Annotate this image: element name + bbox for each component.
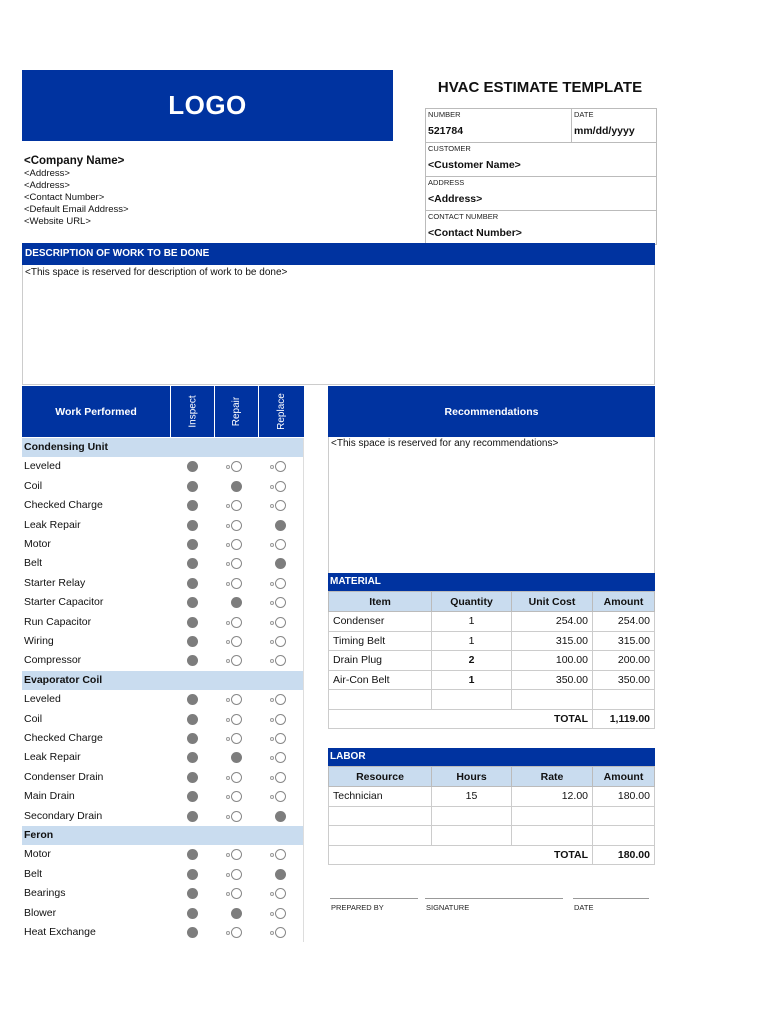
work-item-row bbox=[22, 923, 304, 942]
inspect-radio-filled-icon[interactable] bbox=[187, 481, 198, 492]
labor-col-amount: Amount bbox=[593, 767, 655, 787]
work-item-label: Starter Relay bbox=[24, 576, 86, 589]
labor-cell[interactable] bbox=[329, 826, 432, 846]
repair-radio-empty-icon[interactable] bbox=[231, 888, 242, 899]
inspect-radio-filled-icon[interactable] bbox=[187, 636, 198, 647]
inspect-radio-filled-icon[interactable] bbox=[187, 714, 198, 725]
work-item-label: Motor bbox=[24, 848, 51, 861]
labor-cell[interactable] bbox=[329, 806, 432, 826]
inspect-radio-filled-icon[interactable] bbox=[187, 520, 198, 531]
inspect-radio-filled-icon[interactable] bbox=[187, 772, 198, 783]
work-item-label: Belt bbox=[24, 557, 43, 570]
recommendations-body[interactable]: <This space is reserved for any recommendations> bbox=[328, 437, 655, 574]
labor-cell[interactable]: Technician bbox=[329, 787, 432, 807]
material-total-label: TOTAL bbox=[512, 709, 593, 729]
material-table bbox=[328, 591, 655, 729]
labor-table-row bbox=[329, 826, 655, 846]
work-item-row bbox=[22, 768, 304, 787]
material-cell[interactable]: 1 bbox=[432, 612, 512, 632]
material-cell[interactable]: 254.00 bbox=[593, 612, 655, 632]
replace-radio-empty-icon[interactable] bbox=[275, 500, 286, 511]
material-cell[interactable] bbox=[593, 690, 655, 710]
repair-radio-empty-icon[interactable] bbox=[231, 655, 242, 666]
labor-total-label: TOTAL bbox=[512, 845, 593, 865]
material-table-row bbox=[329, 631, 655, 651]
replace-radio-filled-icon[interactable] bbox=[275, 811, 286, 822]
work-item-row bbox=[22, 904, 304, 923]
work-item-label: Starter Capacitor bbox=[24, 596, 104, 609]
company-name: <Company Name> bbox=[24, 155, 125, 167]
material-heading: MATERIAL bbox=[328, 573, 655, 591]
company-line: <Contact Number> bbox=[24, 192, 105, 203]
work-item-row bbox=[22, 457, 304, 476]
labor-total-row bbox=[329, 845, 655, 865]
inspect-radio-filled-icon[interactable] bbox=[187, 694, 198, 705]
material-total-spacer bbox=[329, 709, 512, 729]
description-heading: DESCRIPTION OF WORK TO BE DONE bbox=[22, 243, 655, 265]
prepared-by-label: PREPARED BY bbox=[331, 903, 384, 912]
company-info bbox=[24, 154, 129, 228]
material-cell[interactable]: 254.00 bbox=[512, 612, 593, 632]
company-line: <Default Email Address> bbox=[24, 204, 129, 215]
labor-cell[interactable]: 12.00 bbox=[512, 787, 593, 807]
work-item-label: Main Drain bbox=[24, 790, 75, 803]
repair-column-header: Repair bbox=[231, 396, 243, 427]
signature-label: SIGNATURE bbox=[426, 903, 470, 912]
work-item-label: Coil bbox=[24, 712, 43, 725]
replace-radio-empty-icon[interactable] bbox=[275, 752, 286, 763]
replace-radio-empty-icon[interactable] bbox=[275, 617, 286, 628]
repair-radio-empty-icon[interactable] bbox=[231, 461, 242, 472]
work-item-row bbox=[22, 807, 304, 826]
work-item-row bbox=[22, 690, 304, 709]
number-label: NUMBER bbox=[428, 110, 461, 119]
replace-radio-empty-icon[interactable] bbox=[275, 772, 286, 783]
work-section-label: Evaporator Coil bbox=[24, 673, 103, 686]
replace-radio-empty-icon[interactable] bbox=[275, 888, 286, 899]
material-table-row bbox=[329, 612, 655, 632]
replace-radio-filled-icon[interactable] bbox=[275, 558, 286, 569]
inspect-radio-filled-icon[interactable] bbox=[187, 617, 198, 628]
signature-date-line[interactable] bbox=[573, 898, 649, 899]
work-item-row bbox=[22, 477, 304, 496]
repair-radio-filled-icon[interactable] bbox=[231, 597, 242, 608]
repair-radio-empty-icon[interactable] bbox=[231, 558, 242, 569]
inspect-radio-filled-icon[interactable] bbox=[187, 578, 198, 589]
repair-radio-filled-icon[interactable] bbox=[231, 908, 242, 919]
inspect-radio-filled-icon[interactable] bbox=[187, 888, 198, 899]
replace-radio-empty-icon[interactable] bbox=[275, 539, 286, 550]
material-total-row bbox=[329, 709, 655, 729]
inspect-radio-filled-icon[interactable] bbox=[187, 927, 198, 938]
replace-column-header: Replace bbox=[275, 393, 287, 430]
labor-cell[interactable] bbox=[593, 806, 655, 826]
inspect-radio-filled-icon[interactable] bbox=[187, 558, 198, 569]
company-line: <Address> bbox=[24, 180, 70, 191]
work-item-label: Bearings bbox=[24, 887, 66, 900]
repair-radio-empty-icon[interactable] bbox=[231, 733, 242, 744]
work-item-row bbox=[22, 613, 304, 632]
replace-radio-empty-icon[interactable] bbox=[275, 694, 286, 705]
inspect-radio-filled-icon[interactable] bbox=[187, 791, 198, 802]
work-item-label: Compressor bbox=[24, 654, 82, 667]
material-table-row bbox=[329, 690, 655, 710]
material-cell[interactable]: 350.00 bbox=[593, 670, 655, 690]
repair-radio-empty-icon[interactable] bbox=[231, 772, 242, 783]
inspect-radio-filled-icon[interactable] bbox=[187, 811, 198, 822]
repair-radio-empty-icon[interactable] bbox=[231, 714, 242, 725]
repair-radio-empty-icon[interactable] bbox=[231, 927, 242, 938]
inspect-radio-filled-icon[interactable] bbox=[187, 597, 198, 608]
work-item-label: Blower bbox=[24, 906, 57, 919]
work-item-row bbox=[22, 884, 304, 903]
work-item-label: Leveled bbox=[24, 693, 61, 706]
replace-radio-empty-icon[interactable] bbox=[275, 849, 286, 860]
material-cell[interactable]: 100.00 bbox=[512, 651, 593, 671]
work-item-label: Secondary Drain bbox=[24, 809, 103, 822]
company-line: <Address> bbox=[24, 168, 70, 179]
material-cell[interactable]: Condenser bbox=[329, 612, 432, 632]
work-item-row bbox=[22, 632, 304, 651]
date-label: DATE bbox=[574, 110, 594, 119]
material-cell[interactable]: 1 bbox=[432, 631, 512, 651]
replace-radio-filled-icon[interactable] bbox=[275, 869, 286, 880]
work-item-label: Coil bbox=[24, 479, 43, 492]
labor-cell[interactable] bbox=[432, 806, 512, 826]
work-item-row bbox=[22, 554, 304, 573]
work-performed-header bbox=[22, 386, 304, 437]
work-item-row bbox=[22, 574, 304, 593]
replace-radio-empty-icon[interactable] bbox=[275, 461, 286, 472]
replace-radio-empty-icon[interactable] bbox=[275, 597, 286, 608]
work-item-row bbox=[22, 865, 304, 884]
work-item-row bbox=[22, 535, 304, 554]
material-cell[interactable]: 315.00 bbox=[593, 631, 655, 651]
labor-heading: LABOR bbox=[328, 748, 655, 766]
material-total-value: 1,119.00 bbox=[593, 709, 655, 729]
labor-col-rate: Rate bbox=[512, 767, 593, 787]
inspect-radio-filled-icon[interactable] bbox=[187, 500, 198, 511]
labor-cell[interactable] bbox=[512, 826, 593, 846]
signature-date-label: DATE bbox=[574, 903, 594, 912]
work-item-label: Belt bbox=[24, 867, 43, 880]
repair-radio-empty-icon[interactable] bbox=[231, 520, 242, 531]
replace-radio-empty-icon[interactable] bbox=[275, 481, 286, 492]
work-item-row bbox=[22, 496, 304, 515]
inspect-radio-filled-icon[interactable] bbox=[187, 461, 198, 472]
labor-cell[interactable]: 180.00 bbox=[593, 787, 655, 807]
work-item-label: Motor bbox=[24, 538, 51, 550]
work-item-row bbox=[22, 845, 304, 864]
material-cell[interactable]: 350.00 bbox=[512, 670, 593, 690]
contact-label: CONTACT NUMBER bbox=[428, 212, 499, 221]
work-item-row bbox=[22, 729, 304, 748]
repair-radio-empty-icon[interactable] bbox=[231, 617, 242, 628]
labor-cell[interactable] bbox=[593, 826, 655, 846]
replace-radio-empty-icon[interactable] bbox=[275, 655, 286, 666]
labor-table-row bbox=[329, 806, 655, 826]
repair-radio-empty-icon[interactable] bbox=[231, 539, 242, 550]
inspect-radio-filled-icon[interactable] bbox=[187, 849, 198, 860]
material-cell[interactable] bbox=[329, 690, 432, 710]
work-item-row bbox=[22, 593, 304, 612]
work-item-row bbox=[22, 651, 304, 670]
labor-cell[interactable]: 15 bbox=[432, 787, 512, 807]
inspect-radio-filled-icon[interactable] bbox=[187, 908, 198, 919]
material-cell[interactable]: 315.00 bbox=[512, 631, 593, 651]
material-col-unit-cost: Unit Cost bbox=[512, 592, 593, 612]
material-cell[interactable] bbox=[512, 690, 593, 710]
repair-radio-empty-icon[interactable] bbox=[231, 791, 242, 802]
work-item-row bbox=[22, 787, 304, 806]
inspect-radio-filled-icon[interactable] bbox=[187, 655, 198, 666]
repair-radio-empty-icon[interactable] bbox=[231, 849, 242, 860]
replace-radio-empty-icon[interactable] bbox=[275, 908, 286, 919]
replace-radio-empty-icon[interactable] bbox=[275, 578, 286, 589]
work-item-label: Leak Repair bbox=[24, 751, 81, 764]
material-table-row bbox=[329, 670, 655, 690]
inspect-radio-filled-icon[interactable] bbox=[187, 752, 198, 763]
material-cell[interactable] bbox=[432, 690, 512, 710]
replace-radio-empty-icon[interactable] bbox=[275, 791, 286, 802]
labor-col-resource: Resource bbox=[329, 767, 432, 787]
repair-radio-empty-icon[interactable] bbox=[231, 694, 242, 705]
replace-radio-empty-icon[interactable] bbox=[275, 927, 286, 938]
work-item-label: Checked Charge bbox=[24, 499, 103, 512]
labor-total-spacer bbox=[329, 845, 512, 865]
work-item-row bbox=[22, 710, 304, 729]
material-cell[interactable]: 1 bbox=[432, 670, 512, 690]
logo: LOGO bbox=[22, 70, 393, 141]
estimate-info-grid bbox=[425, 108, 657, 245]
customer-value[interactable]: <Customer Name> bbox=[428, 159, 521, 171]
material-cell[interactable]: 200.00 bbox=[593, 651, 655, 671]
work-item-row bbox=[22, 748, 304, 767]
work-item-label: Condenser Drain bbox=[24, 770, 104, 783]
repair-radio-empty-icon[interactable] bbox=[231, 811, 242, 822]
labor-cell[interactable] bbox=[512, 806, 593, 826]
address-label: ADDRESS bbox=[428, 178, 465, 187]
signature-line[interactable] bbox=[425, 898, 563, 899]
material-table-row bbox=[329, 651, 655, 671]
replace-radio-empty-icon[interactable] bbox=[275, 733, 286, 744]
description-body[interactable]: <This space is reserved for description of work to be done> bbox=[22, 265, 655, 385]
replace-radio-filled-icon[interactable] bbox=[275, 520, 286, 531]
date-value[interactable]: mm/dd/yyyy bbox=[574, 125, 635, 137]
inspect-radio-filled-icon[interactable] bbox=[187, 539, 198, 550]
inspect-radio-filled-icon[interactable] bbox=[187, 733, 198, 744]
work-item-label: Wiring bbox=[24, 635, 54, 647]
address-value[interactable]: <Address> bbox=[428, 193, 483, 205]
repair-radio-empty-icon[interactable] bbox=[231, 636, 242, 647]
material-cell[interactable]: 2 bbox=[432, 651, 512, 671]
inspect-radio-filled-icon[interactable] bbox=[187, 869, 198, 880]
repair-radio-empty-icon[interactable] bbox=[231, 869, 242, 880]
replace-radio-empty-icon[interactable] bbox=[275, 714, 286, 725]
repair-radio-empty-icon[interactable] bbox=[231, 500, 242, 511]
work-item-label: Leveled bbox=[24, 460, 61, 473]
replace-radio-empty-icon[interactable] bbox=[275, 636, 286, 647]
page-title: HVAC ESTIMATE TEMPLATE bbox=[437, 79, 643, 96]
labor-total-value: 180.00 bbox=[593, 845, 655, 865]
labor-cell[interactable] bbox=[432, 826, 512, 846]
recommendations-heading: Recommendations bbox=[328, 386, 655, 437]
work-item-label: Heat Exchange bbox=[24, 926, 96, 938]
material-cell[interactable]: Air-Con Belt bbox=[329, 670, 432, 690]
work-section-header bbox=[22, 671, 304, 690]
work-item-row bbox=[22, 516, 304, 535]
company-line: <Website URL> bbox=[24, 216, 91, 227]
material-cell[interactable]: Timing Belt bbox=[329, 631, 432, 651]
contact-value[interactable]: <Contact Number> bbox=[428, 227, 522, 239]
repair-radio-filled-icon[interactable] bbox=[231, 481, 242, 492]
material-col-amount: Amount bbox=[593, 592, 655, 612]
prepared-by-line[interactable] bbox=[330, 898, 418, 899]
work-item-label: Checked Charge bbox=[24, 732, 103, 744]
number-value[interactable]: 521784 bbox=[428, 125, 464, 137]
material-col-item: Item bbox=[329, 592, 432, 612]
material-col-quantity: Quantity bbox=[432, 592, 512, 612]
repair-radio-filled-icon[interactable] bbox=[231, 752, 242, 763]
material-cell[interactable]: Drain Plug bbox=[329, 651, 432, 671]
inspect-column-header: Inspect bbox=[187, 395, 199, 428]
labor-col-hours: Hours bbox=[432, 767, 512, 787]
work-section-label: Feron bbox=[24, 829, 54, 841]
work-section-label: Condensing Unit bbox=[24, 441, 108, 453]
work-performed-title: Work Performed bbox=[55, 405, 137, 418]
labor-table bbox=[328, 766, 655, 865]
work-item-label: Run Capacitor bbox=[24, 615, 92, 628]
work-item-label: Leak Repair bbox=[24, 518, 81, 531]
labor-table-row bbox=[329, 787, 655, 807]
work-section-header bbox=[22, 826, 304, 845]
work-section-header bbox=[22, 438, 304, 457]
customer-label: CUSTOMER bbox=[428, 144, 471, 153]
repair-radio-empty-icon[interactable] bbox=[231, 578, 242, 589]
